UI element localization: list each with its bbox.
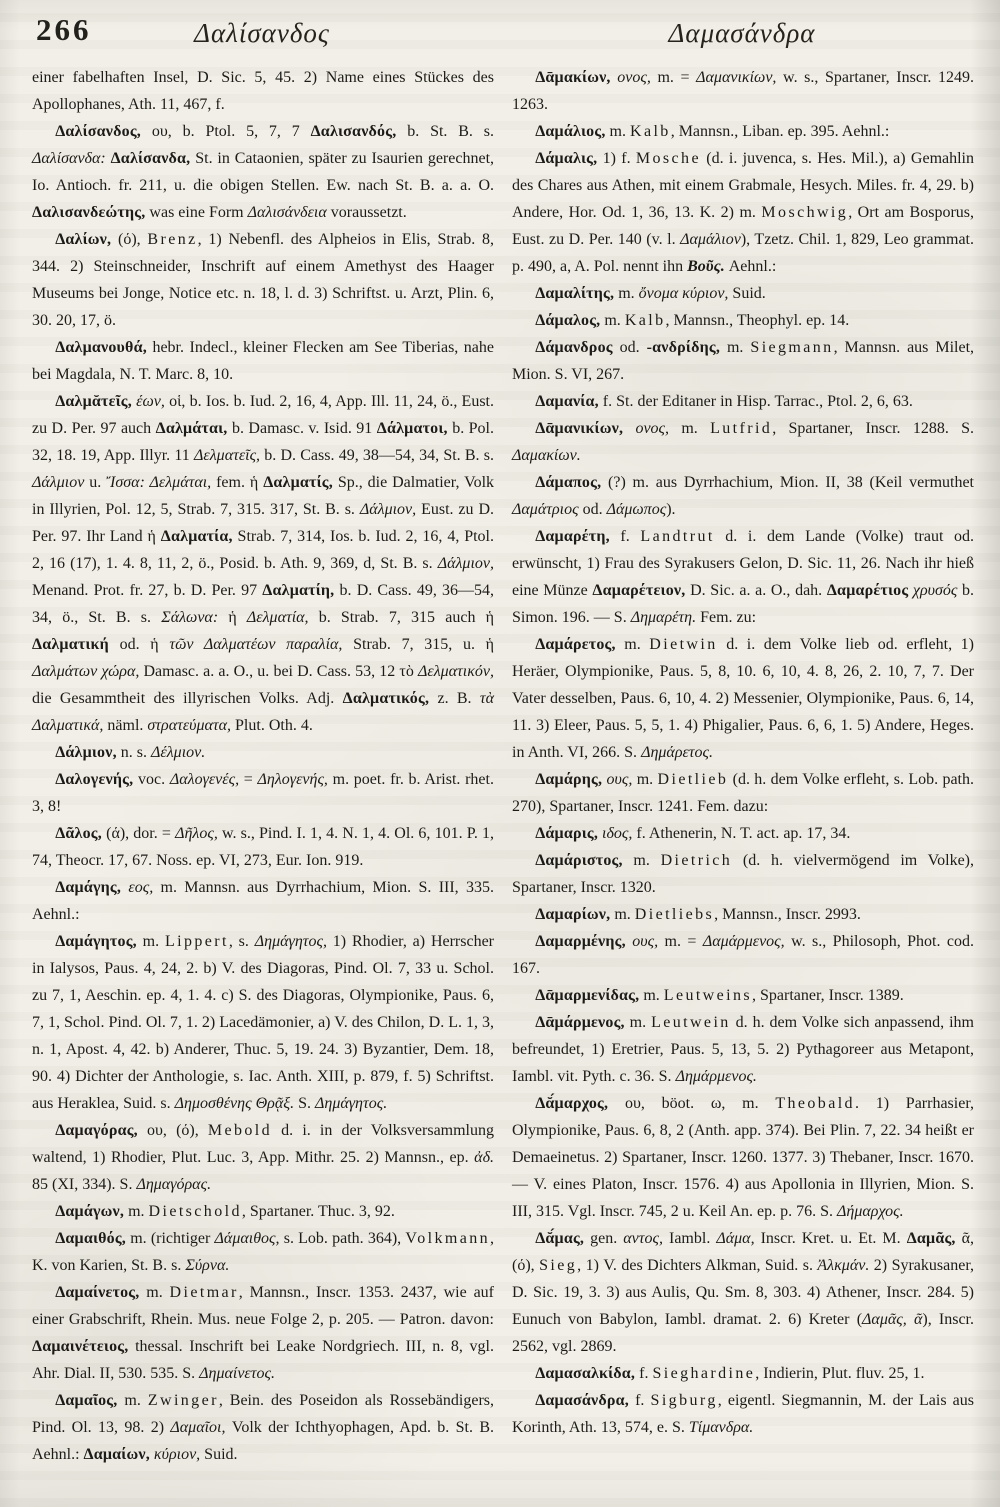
text-segment: od. ἡ [108,636,170,653]
text-segment: Δάμανδρος [535,339,613,356]
text-segment: ἀδ. [474,1149,495,1166]
running-head-left-keyword: Δαλίσανδος [194,18,330,48]
text-segment: Inscr. Kret. u. Et. M. [754,1230,907,1247]
text-segment: (ά), dor. = [101,825,176,842]
text-segment: Δαλματικός, [342,690,430,707]
text-segment: die Gesammtheit des illyrischen Volks. Adj. [32,690,343,707]
text-segment: Δαλματίς, [263,474,333,491]
text-segment: b. St. B. s. [396,123,494,140]
dictionary-entry [512,1360,974,1387]
text-segment: 1) f. [597,150,636,167]
text-segment: f. Athenerin, N. T. act. ap. 17, 34. [632,825,851,842]
text-segment: αντος, [623,1230,663,1247]
text-segment: hebr. Indecl., kleiner Flecken am See Tiberias, nahe bei Magdala, N. T. Marc. 8, 10. [32,339,494,383]
text-segment: Leutweins [663,987,753,1004]
text-segment: Strab. 7, 315, u. ἡ [342,636,495,653]
text-segment: Theobald [775,1095,855,1112]
text-segment: Δαμαλίτης, [535,285,615,302]
text-segment: d. i. dem Volke lieb od. erfleht, 1) Heräer, Olympionike, Paus. 5, 8, 10. 6, 10, 4. 8, 26, 2. 10, 7, 7. Der Vater desselben, Paus. 6, 10, 4. 2) Messenier, Olympionike, Paus. 6, 14, 11. 3) Eleer, Paus. 5, 5, 1. 4) Phigalier, Paus. 6, 6, 1. 5) Andere, Heges. in Anth. VI, 266. S. [512,636,974,761]
dictionary-entry [32,820,494,874]
text-segment: Δᾶλος, [55,825,102,842]
text-segment: , Indierin, Plut. fluv. 25, 1. [755,1365,925,1382]
dictionary-entry [512,1387,974,1441]
text-segment: Δᾱμανικίων, [535,420,624,437]
text-segment: Sigburg [650,1392,718,1409]
text-segment: Δαμαρίων, [535,906,611,923]
text-segment: Δαμανικίων, [696,69,777,86]
text-segment: Δαμασαλκίδα, [535,1365,636,1382]
text-segment: Plut. Oth. 4. [231,717,313,734]
dictionary-entry [32,334,494,388]
text-segment: , Bein. des Poseidon als Rossebändigers, Pind. Ol. 13, 98. 2) [32,1392,494,1436]
page-header [0,10,1000,58]
text-segment: Δᾰ́μας, [535,1230,585,1247]
text-columns [32,64,974,1468]
text-segment: St. in Cataonien, später zu Isaurien gerechnet, Io. Antioch. fr. 211, u. die obigen Stellen. Ew. nach St. B. a. a. O. [32,150,495,194]
text-segment: Δαμαινέτειος, [32,1338,129,1355]
text-segment: = [239,771,258,788]
text-segment: , Mannsn., Inscr. 2993. [714,906,861,923]
text-segment: Δαμαίων, [83,1446,150,1463]
text-segment: Δάλμιον, [437,555,494,572]
dictionary-entry [512,928,974,982]
text-segment: b. D. Cass. 49, 38—54, 34, St. B. s. [260,447,494,464]
text-segment: Δαλογενές, [169,771,240,788]
dictionary-entry [32,64,494,118]
dictionary-entry [512,280,974,307]
text-segment: Δαμαιθός, [55,1230,127,1247]
dictionary-entry [32,118,494,226]
text-segment: Δαλισάνδεια [247,204,327,221]
text-segment: ονος, [623,420,670,437]
text-segment: Sp., die Dalmatier, Volk in Illyrien, Pol. 12, 5, Strab. 7, 315. 317, St. B. s. [32,474,495,518]
text-segment: m. [632,771,658,788]
text-segment: m. [615,636,650,653]
text-segment: d. i. dem Lande (Volke) traut od. erwünscht, 1) Frau des Syrakusers Gelon, D. Sic. 11, 26. Nach ihr hieß eine Münze [512,528,975,599]
text-segment: Landtrut [640,528,715,545]
right-column [512,64,974,1468]
text-segment: ου, böot. ω, m. [608,1095,776,1112]
text-segment: m. [136,933,165,950]
text-segment: Sieghardine [652,1365,756,1382]
text-segment: was eine Form [145,204,248,221]
text-segment: b. Strab. 7, 315 auch ἡ [308,609,494,626]
text-segment: m. Mannsn. aus Dyrrhachium, Mion. S. III, 335. Aehnl.: [32,879,495,923]
text-segment: Δαμαῖοι, [170,1419,226,1436]
text-segment: Δήμαρχος. [837,1203,904,1220]
dictionary-entry [32,1225,494,1279]
text-segment: voc. [133,771,170,788]
text-segment: m. [605,123,630,140]
text-segment: Ἀλκμάν. [817,1257,870,1274]
text-segment: Δάμαπος, [535,474,602,491]
text-segment: Suid. [200,1446,238,1463]
text-segment: b. Damasc. v. Isid. 91 [227,420,377,437]
text-segment: n. s. [116,744,152,761]
text-segment: Δημάγητος. [314,1095,388,1112]
text-segment: ), Inscr. 2562, vgl. 2869. [512,1311,974,1355]
text-segment: Δαλισανδός, [310,123,397,140]
text-segment: Δαμάγητος, [55,933,137,950]
text-segment: Δαλίσανδα: [32,150,106,167]
dictionary-entry [32,226,494,334]
text-segment: Δαμαγόρας, [55,1122,138,1139]
dictionary-entry [32,739,494,766]
text-segment: Δᾱμακίων, [535,69,611,86]
text-segment: näml. [103,717,148,734]
text-segment: d. h. dem Volke sich anpassend, ihm befreundet, 1) Eretrier, Paus. 5, 13, 5. 2) Pythagoreer aus Metapont, Iambl. vit. Pyth. c. 36. S. [512,1014,975,1085]
text-segment: Δᾱμάρμενος, [535,1014,625,1031]
text-segment: Δαμάγης, [55,879,122,896]
text-segment: , Spartaner. Thuc. 3, 92. [241,1203,395,1220]
text-segment: d. i. in der Volksversammlung waltend, 1) Rhodier, Plut. Luc. 3, App. Mithr. 25. 2) Mannsn., ep. [32,1122,494,1166]
text-segment: Δάμωπος [606,501,667,518]
text-segment: Δάλμιον, [359,501,417,518]
text-segment: Zwinger [147,1392,219,1409]
text-segment: ᾶ, (ό), [512,1230,975,1274]
text-segment: Δῆλος, [175,825,218,842]
text-segment: . 1) Parrhasier, Olympionike, Paus. 6, 8, 2 (Anth. app. 374). Bei Plin. 7, 22. 34 heißt er Demaeinetus. 2) Spartaner, Inscr. 1260. 1377. 3) Thebaner, Inscr. 1670. — V. eines Platon, Inscr. 1576. 4) aus Apollonia in Illyrien, Mion. S. III, 315. Vgl. Inscr. 745, 2 u. Keil An. ep. p. 76. S. [512,1095,975,1220]
text-segment: Fem. zu: [696,609,757,626]
text-segment: Δελματικόν, [418,663,495,680]
text-segment: Sieg [539,1257,578,1274]
text-segment: Volk der Ichthyophagen, Apd. b. St. B. Aehnl.: [32,1419,494,1463]
text-segment: Δαλμάτων χώρα, [32,663,140,680]
text-segment: od. [578,501,607,518]
text-segment: Δαμαίνετος, [55,1284,140,1301]
text-segment: , Mannsn., Theophyl. ep. 14. [665,312,850,329]
text-segment: , eigentl. Siegmannin, M. der Lais aus Korinth, Ath. 13, 574, e. S. [512,1392,974,1436]
text-segment: Dietmar [169,1284,239,1301]
text-segment: Δέλμιον. [151,744,206,761]
text-segment: Δημαρέτη. [630,609,697,626]
text-segment: Δημάρμενος. [675,1068,757,1085]
text-segment: ους, [625,933,659,950]
text-segment: Δαλίων, [55,231,112,248]
dictionary-entry [32,388,494,739]
text-segment: Δαμαρέτη, [535,528,610,545]
dictionary-entry [512,145,974,280]
dictionary-entry [512,847,974,901]
text-segment: Dietschold [148,1203,242,1220]
text-segment: Δαλμάται, [155,420,228,437]
text-segment: m. [639,987,664,1004]
text-segment: Δάλματοι, [376,420,448,437]
dictionary-entry [32,1198,494,1225]
text-segment: ), Tzetz. Chil. 1, 829, Leo grammat. p. 490, a, A. Pol. nennt ihn [512,231,975,275]
text-segment: εος, [121,879,154,896]
text-segment: m. [124,1203,149,1220]
text-segment: z. B. [429,690,480,707]
text-segment: Brenz [147,231,198,248]
text-segment: ἡ [218,609,247,626]
text-segment: w. s., Pind. I. 1, 4. N. 1, 4. Ol. 6, 101. P. 1, 74, Theocr. 17, 67. Noss. ep. VI, 273, Eur. Ion. 919. [32,825,494,869]
dictionary-entry [512,469,974,523]
text-segment: Δαλίσανδος, [55,123,142,140]
text-segment: Dietliebs [634,906,715,923]
text-segment: f. [609,528,641,545]
dictionary-entry [512,1090,974,1225]
text-segment: f. [628,1392,651,1409]
text-segment: 2) Syrakusaner, D. Sic. 19, 3. 3) aus Aulis, Qu. Sm. 8, 303. 4) Athener, Inscr. 284. 5) Eunuch von Babylon, Iambl. dramat. 2. 6) Kreter ( [512,1257,975,1328]
text-segment: ). [666,501,676,518]
text-segment: Δαλογενής, [55,771,134,788]
dictionary-entry [512,1225,974,1360]
text-segment: (d. i. juvenca, s. Hes. Mil.), a) Gemahlin des Chares aus Athen, mit einem Grabmale, Hesych. Miles. fr. 4, 29. b) Andere, Hor. Od. 1, 36, 13. K. 2) m. [512,150,975,221]
text-segment: m. poet. fr. b. Arist. rhet. 3, 8! [32,771,494,815]
dictionary-entry [32,928,494,1117]
dictionary-entry [512,118,974,145]
dictionary-entry [32,1279,494,1387]
text-segment: ονος, [610,69,651,86]
dictionary-entry [512,766,974,820]
text-segment: m. [610,906,635,923]
text-segment: Δάλμιον [32,474,85,491]
text-segment: f. St. der Editaner in Hisp. Tarrac., Ptol. 2, 6, 63. [598,393,913,410]
text-segment: Lutfrid [710,420,773,437]
text-segment: b. D. Cass. 49, 36—54, 34, ö., St. B. s. [32,582,495,626]
text-segment: Δαμάγων, [55,1203,125,1220]
text-segment: 85 (XI, 334). S. [32,1176,137,1193]
text-segment: Lippert [164,933,229,950]
text-segment: κύριον, [149,1446,201,1463]
text-segment: m. [624,1014,652,1031]
text-segment: Δαλίσανδα, [110,150,191,167]
text-segment: , s. [228,933,255,950]
text-segment: Aehnl.: [724,258,777,275]
text-segment: f. [635,1365,653,1382]
text-segment: (?) m. aus Dyrrhachium, Mion. II, 38 (Keil vermuthet [601,474,974,491]
text-segment: Dietlieb [657,771,729,788]
text-segment: ου, (ό), [137,1122,208,1139]
dictionary-entry [512,631,974,766]
text-segment: Δαμάλιος, [535,123,606,140]
text-segment: Δαλματίη, [262,582,335,599]
text-segment: Δημοσθένης Θρᾷξ. [174,1095,295,1112]
text-segment: τὰ Δαλματικά, [32,690,495,734]
dictionary-entry [512,982,974,1009]
text-segment: Strab. 7, 314, Ios. b. Iud. 2, 16, 4, Ptol. 2, 16 (17), 1. 4. 8, 11, 2, ö., Posid. b. Ath. 9, 369, d, St. B. s. [32,528,494,572]
text-segment: thessal. Inschrift bei Leake Nordgriech. III, n. 8, vgl. Ahr. Dial. II, 530. 535. S. [32,1338,494,1382]
text-segment: , Mannsn., Inscr. 1353. 2437, wie auf einer Grabschrift, Rhein. Mus. neue Folge 2, p. 205. — Patron. davon: [32,1284,494,1328]
text-segment: Δαμάλιον [680,231,741,248]
text-segment: Δαλματία, [160,528,233,545]
text-segment: od. [612,339,647,356]
text-segment: w. s., Philosoph, Phot. cod. 167. [512,933,974,977]
text-segment: Dietrich [660,852,733,869]
text-segment: Kalb [629,123,671,140]
text-segment: Δελματεῖς, [194,447,261,464]
text-segment: einer fabelhaften Insel, D. Sic. 5, 45. 2) Name eines Stückes des Apollophanes, Ath. 11, 467, f. [32,69,494,113]
text-segment: τῶν Δαλματέων παραλία, [169,636,343,653]
dictionary-entry [512,64,974,118]
text-segment: fem. ἡ [211,474,264,491]
text-segment: Δαμαρέτειον, [592,582,686,599]
page-number: 266 [36,12,92,47]
text-segment: Eust. zu D. Per. 97. Ihr Land ἡ [32,501,494,545]
text-segment: Δαμᾶς, ᾶ [862,1311,923,1328]
text-segment: Δαμαρμένης, [535,933,626,950]
text-segment: Δαμάτριος [512,501,579,518]
text-segment: S. [294,1095,315,1112]
text-segment: Δαλισανδεώτης, [32,204,146,221]
dictionary-entry [32,874,494,928]
dictionary-entry [32,766,494,820]
text-segment: b. Pol. 32, 18. 19, App. Illyr. 11 [32,420,494,464]
text-segment: Mebold [207,1122,273,1139]
dictionary-entry [512,523,974,631]
text-segment: s. Lob. path. 364), [279,1230,406,1247]
text-segment: m. [669,420,711,437]
text-segment: ιδος, [598,825,633,842]
text-segment: Δημαγόρας. [136,1176,212,1193]
text-segment: , 1) V. des Dichters Alkman, Suid. s. [577,1257,818,1274]
text-segment: 1) Rhodier, a) Herrscher in Ialysos, Paus. 4, 24, 2. b) V. des Diagoras, Pind. Ol. 7, 33 u. Schol. zu 7, 1, Aeschin. ep. 4, 1. 4. c) S. des Diagoras, Olympionike, Paus. 6, 7, 1, Schol. Pind. Ol. 7, 1. 2) Lacedämonier, a) V. des Chilon, D. L. 1, 3, n. 1, Apost. 4, 42. b) Anderer, Thuc. 5, 19. 24. 3) Byzantier, Dem. 18, 90. 4) Dichter der Anthologie, s. Iac. Anth. XIII, p. 879, f. 5) Schriftst. aus Heraklea, Suid. s. [32,933,495,1112]
text-segment: -ανδρίδης, [646,339,721,356]
text-segment: Δαμακίων. [512,447,581,464]
text-segment: , Spartaner, Inscr. 1389. [752,987,904,1004]
text-segment: Siegmann [750,339,834,356]
text-segment: Δαμανία, [535,393,599,410]
text-segment: Βοῦς. [687,258,725,275]
text-segment: Δαμασάνδρα, [535,1392,629,1409]
text-segment: , K. von Karien, St. B. s. [32,1230,495,1274]
text-segment: Δελματία, [246,609,309,626]
text-segment: Leutwein [651,1014,731,1031]
text-segment: Δάμαιθος, [214,1230,280,1247]
text-segment: gen. [584,1230,624,1247]
dictionary-entry [32,1387,494,1468]
text-segment: voraussetzt. [326,204,407,221]
text-segment: ου, b. Ptol. 5, 7, 7 [141,123,311,140]
text-segment: , Mannsn., Liban. ep. 395. Aehnl.: [670,123,890,140]
text-segment: Ἴσσα: Δελμάται, [106,474,212,491]
text-segment: Volkmann [405,1230,491,1247]
text-segment: Δαμάρετος, [535,636,616,653]
text-segment: (d. h. vielvermögend im Volke), Spartaner, Inscr. 1320. [512,852,975,896]
text-segment: Δαλματική [32,636,109,653]
text-segment: Kalb [624,312,666,329]
text-segment: Dietwin [649,636,718,653]
dictionary-entry [512,820,974,847]
text-segment: (d. h. dem Volke erfleht, s. Lob. path. 270), Spartaner, Inscr. 1241. Fem. dazu: [512,771,975,815]
text-segment: Δᾱμαρμενίδας, [535,987,640,1004]
text-segment: b. Simon. 196. — S. [512,582,975,626]
text-segment: Δαμαρέτιος [826,582,909,599]
text-segment: m. = [658,933,703,950]
text-segment: Δάμαρις, [535,825,599,842]
text-segment: m. [720,339,751,356]
dictionary-entry [512,415,974,469]
text-segment: χρυσός [908,582,958,599]
dictionary-entry [512,388,974,415]
text-segment: Δαμάρης, [535,771,603,788]
text-segment: Δηλογενής, [257,771,328,788]
text-segment: Δαλμανουθά, [55,339,147,356]
text-segment: , Ort am Bosporus, Eust. zu D. Per. 140 (v. l. [512,204,975,248]
text-segment: m. [139,1284,170,1301]
text-segment: Δαμάρμενος, [702,933,785,950]
running-head-right-keyword: Δαμασάνδρα [668,18,816,48]
text-segment: m. [117,1392,148,1409]
text-segment: ους, [602,771,633,788]
text-segment: Δαμᾶς, [906,1230,956,1247]
text-segment: Iambl. [662,1230,717,1247]
text-segment: Δημαίνετος. [199,1365,275,1382]
left-column [32,64,494,1468]
text-segment: Suid. [728,285,766,302]
text-segment: m. [622,852,661,869]
text-segment: Σάλωνα: [161,609,219,626]
text-segment: , 1) Nebenfl. des Alpheios in Elis, Strab. 8, 344. 2) Steinschneider, Inschrift auf einem Amethyst des Haager Museums bei Jonge, Notice etc. n. 18, l. d. 3) Schriftst. u. Arzt, Plin. 6, 30. 20, 17, ö. [32,231,494,329]
text-segment: Menand. Prot. fr. 27, b. D. Per. 97 [32,582,263,599]
text-segment: ὄνομα κύριον, [638,285,729,302]
text-segment: στρατεύματα, [147,717,232,734]
text-segment: Δαλμᾰτεῖς, [55,393,132,410]
text-segment: έων, [131,393,165,410]
text-segment: Δάμαλις, [535,150,598,167]
dictionary-entry [512,901,974,928]
text-segment: (ό), [111,231,148,248]
text-segment: Δημάρετος. [641,744,714,761]
dictionary-entry [512,307,974,334]
text-segment: m. = [650,69,697,86]
text-segment: D. Sic. a. a. O., dah. [685,582,827,599]
text-segment: Δάμαλος, [535,312,601,329]
text-segment: Τίμανδρα. [688,1419,754,1436]
text-segment: m. [614,285,639,302]
text-segment: Δάλμιον, [55,744,117,761]
text-segment: Mosche [635,150,701,167]
text-segment: w. s., Spartaner, Inscr. 1249. 1263. [512,69,974,113]
text-segment: Σύρνα. [185,1257,230,1274]
text-segment: Δᾰ́μαρχος, [535,1095,609,1112]
text-segment: Δαμάριστος, [535,852,623,869]
text-segment: Δάμα, [716,1230,755,1247]
text-segment: Δημάγητος, [254,933,327,950]
dictionary-entry [32,1117,494,1198]
text-segment: Δαμαῖος, [55,1392,118,1409]
text-segment: οἱ, b. Ios. b. Iud. 2, 16, 4, App. Ill. 11, 24, ö., Eust. zu D. Per. 97 auch [32,393,494,437]
dictionary-entry [512,1009,974,1090]
dictionary-entry [512,334,974,388]
text-segment: Damasc. a. a. O., u. bei D. Cass. 53, 12 τὸ [139,663,418,680]
text-segment: m. (richtiger [126,1230,215,1247]
text-segment: m. [600,312,625,329]
text-segment: Moschwig [761,204,849,221]
text-segment: , Mannsn. aus Milet, Mion. S. VI, 267. [512,339,975,383]
text-segment: u. [84,474,107,491]
text-segment: , Spartaner, Inscr. 1288. S. [772,420,975,437]
